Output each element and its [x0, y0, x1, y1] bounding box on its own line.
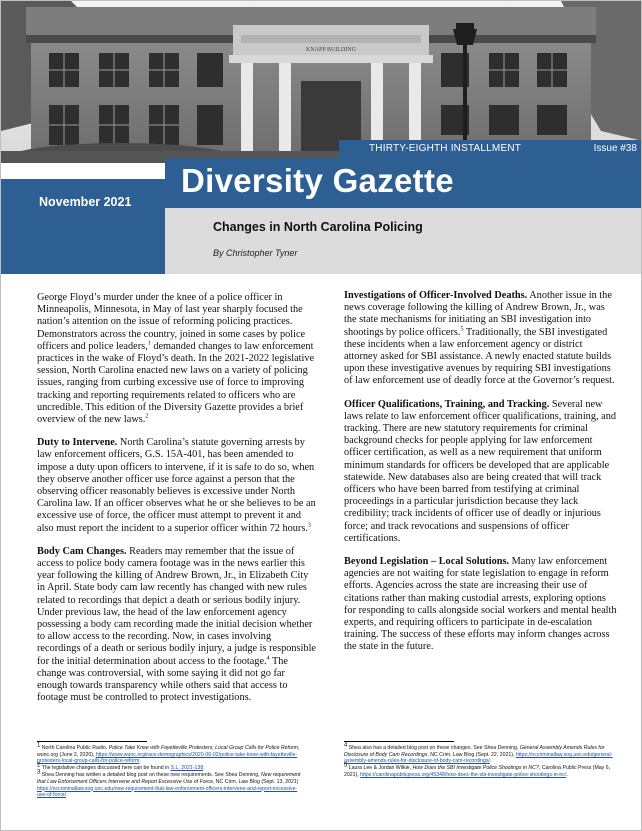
footnote-5: $^5$ Laura Lee & Jordan Wilkie, How Does the SBI Investigate Police Shootings in NC?, Carolina Public Press (May 6, 2021), https://carolinapublicpress.org/45348/how-does-the-sbi-investigate-police-shootings-in-nc/. — [344, 762, 611, 778]
section-heading: Duty to Intervene. — [37, 437, 118, 449]
footnotes-left — [37, 742, 305, 799]
section-heading: Body Cam Changes. — [37, 545, 127, 557]
header-photo — [1, 1, 642, 163]
building-sign: KNAPP BUILDING — [306, 47, 356, 53]
footnote-ref[interactable]: 4 — [266, 655, 270, 662]
byline: By Christopher Tyner — [213, 248, 298, 258]
bodycam-paragraph: Body Cam Changes. Readers may remember that the issue of access to police body camera footage was in the news earlier this year following the killing of Andrew Brown, Jr., in Elizabeth City in April. State body cam law recently has changed with new rules related to recordings that depict a death or serious bodily injury. Under previous law, the head of the law enforcement agency possessing a body cam recording made the initial decision whether to allow access to the recording. Now, in cases involving recordings of a death or serious bodily injury, a judge is responsible for the initial determination about access to the footage.$^4$ The change was controversial, with some saying it did not go far enough towards transparency while others said that access to footage must be controlled to protect investigations. — [37, 545, 317, 704]
footnote-3: $^3$ Shea Denning has written a detailed blog post on these new requirements. See Shea Denning, New requirement that Law Enforcement Officers Intervene and Report Excessive Use of Force, NC Crim. Law Blog (Sept. 13, 2021) https://nccriminallaw.sog.unc.edu/new-requirement-that-law-enforcement-officers-intervene-and-report-excessive-use-of-force/. — [37, 769, 301, 799]
footnote-link[interactable]: https://www.wunc.org/race-demographics/2020-06-02/police-take-knee-with-fayetteville-protesters-local-group-calls-for-police-reform — [37, 751, 298, 765]
left-column — [37, 292, 317, 716]
issue-number: Issue #38 — [593, 143, 637, 154]
intro-paragraph: George Floyd’s murder under the knee of a police officer in Minneapolis, Minnesota, in May of last year sharply focused the nation’s attention on the issue of reforming policing practices. Demonstrators across the country, joined in some cases by police officers and police leaders,$^1$ demanded changes to law enforcement practices in the wake of Floyd’s death. In the 2021-2022 legislative session, North Carolina enacted new laws on a variety of policing issues, ranging from curbing excessive use of force to improving tracking and reporting requirements related to officers who are uncredible. This edition of the Diversity Gazette provides a brief overview of the new laws.$^2$ — [37, 292, 315, 426]
footnote-link[interactable]: https://nccriminallaw.sog.unc.edu/general-assembly-amends-rules-for-disclosure-of-body-cam-recordings/ — [344, 751, 613, 765]
building-photo-image — [1, 1, 642, 163]
footnote-ref[interactable]: 1 — [147, 340, 151, 347]
article-title: Changes in North Carolina Policing — [213, 220, 423, 234]
beyond-paragraph: Beyond Legislation – Local Solutions. Many law enforcement agencies are not waiting for state legislation to engage in reform efforts. Agencies across the state are increasing their use of citations rather than making custodial arrests, exploring options for responding to calls alongside social workers and mental health experts, and requiring officers to participate in de-escalation training. The success of these efforts may inform changes across the state in the future. — [344, 556, 617, 653]
footnote-4: $^4$ Shea also has a detailed blog post on these changes. See Shea Denning, General Assembly Amends Rules for Disclosure of Body Cam Recordings, NC Crim. Law Blog (Sept. 22, 2021), https://nccriminallaw.sog.unc.edu/general-assembly-amends-rules-for-disclosure-of-body-cam-recordings/. — [344, 742, 613, 765]
newsletter-title: Diversity Gazette — [181, 162, 454, 199]
footnote-link[interactable]: S.L. 2021-138 — [170, 765, 204, 772]
issue-date: November 2021 — [39, 195, 132, 209]
right-column-flow — [344, 290, 618, 654]
section-heading: Investigations of Officer-Involved Deaths. — [344, 290, 528, 301]
footnote-ref[interactable]: 5 — [460, 326, 464, 333]
investigations-paragraph: Investigations of Officer-Involved Deaths. Another issue in the news coverage following the killing of Andrew Brown, Jr., was the state mechanisms for initiating an SBI investigation into shootings by police officers.$^5$ Traditionally, the SBI investigated these incidents when a law enforcement agency or district attorney asked for SBI assistance. A newly enacted statute builds upon these investigative avenues by requiring SBI investigations of law enforcement use of deadly force at the Governor’s request. — [344, 290, 615, 387]
section-heading: Beyond Legislation – Local Solutions. — [344, 556, 510, 568]
qualifications-paragraph: Officer Qualifications, Training, and Tracking. Several new laws relate to law enforcement officer qualifications, training, and tracking. There are new statutory requirements for criminal background checks for people applying for law enforcement officer certification, as well as a new requirement that uniform minimum standards for officers be developed that are applicable statewide. New databases also are being created that will track officers who have been barred from testifying at criminal proceedings in a particular jurisdiction because they lack credibility; track incidents of officer use of deadly or injurious force; and track revocations and suspensions of officer certifications. — [344, 398, 616, 544]
section-heading: Officer Qualifications, Training, and Tracking. — [344, 398, 550, 410]
installment-ribbon — [339, 140, 642, 158]
subtitle-band — [165, 208, 642, 274]
footnote-rule-right — [344, 741, 454, 742]
footnote-rule-left — [37, 741, 147, 742]
date-box — [1, 179, 165, 274]
footnote-ref[interactable]: 2 — [145, 413, 149, 420]
installment-label: THIRTY-EIGHTH INSTALLMENT — [369, 143, 522, 154]
footnote-link[interactable]: https://nccriminallaw.sog.unc.edu/new-requirement-that-law-enforcement-officers-intervene-and-report-excessive-use-of-force/ — [37, 785, 298, 799]
footnote-1: $^1$ North Carolina Public Radio, Police Take Knee with Fayetteville Protesters; Local Group Calls for Police Reform, wunc.org (June 2, 2020), https://www.wunc.org/race-demographics/2020-06-02/police-take-knee-with-fayetteville-protesters-local-group-calls-for-police-reform. — [37, 742, 300, 765]
footnotes-right — [344, 742, 618, 779]
footnote-ref[interactable]: 3 — [307, 522, 311, 529]
footnote-2: $^2$ The legislative changes discussed here can be found in S.L. 2021-138. — [37, 762, 205, 772]
duty-paragraph: Duty to Intervene. North Carolina’s statute governing arrests by law enforcement officers, G.S. 15A-401, has been amended to impose a duty upon officers to intervene, if it is safe to do so, when they observe another officer use force against a person that the observing officer reasonably believes is excessive under North Carolina law. If an officer observes what he or she believes to be an excessive use of force, the officer must attempt to prevent it and also must report the incident to a superior officer within 72 hours.$^3$ — [37, 437, 316, 534]
footnote-link[interactable]: https://carolinapublicpress.org/45348/how-does-the-sbi-investigate-police-shootings-in-nc/ — [360, 771, 567, 778]
masthead — [165, 158, 642, 208]
right-column — [344, 290, 618, 690]
